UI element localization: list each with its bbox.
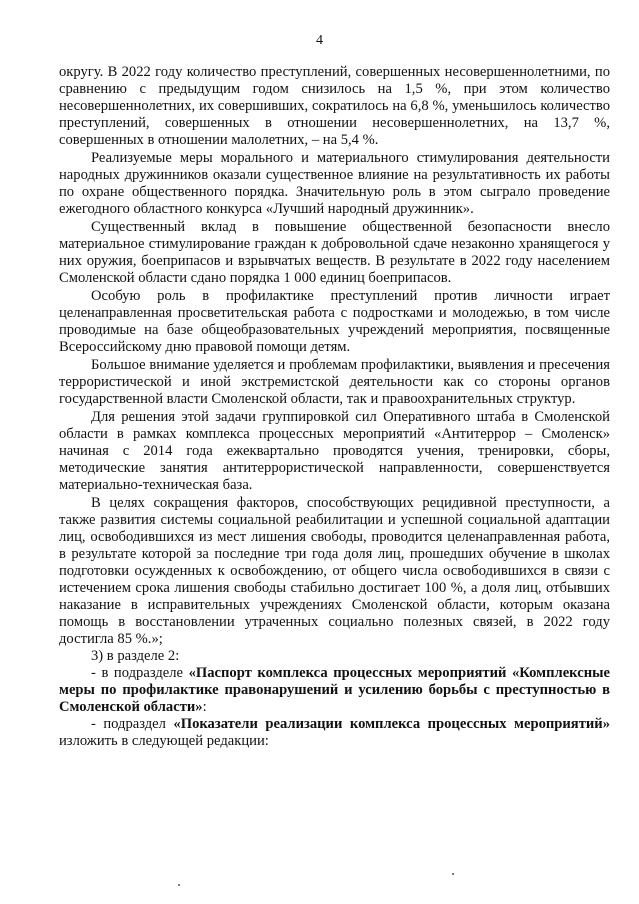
amendment-item-indicators [59,716,610,750]
section-intro: 3) в разделе 2: [91,648,180,664]
paragraph-crime-statistics: округу. В 2022 году количество преступлений, совершенных несовершеннолетними, по сравнению с предыдущим годом снизилось на 1,5 %, при этом количество несовершеннолетних, их совершивших, сократилось на 6,8 %, уменьшилось количество преступлений, совершенных в отношении несовершеннолетних, на 13,7 %, совершенных в отношении малолетних, – на 5,4 %. [59,64,610,148]
amendment-item-indicators-title: «Показатели реализации комплекса процессных мероприятий» [173,716,610,732]
amendment-item-passport-suffix: : [202,699,207,715]
paragraph-weapons-surrender: Существенный вклад в повышение общественной безопасности внесло материальное стимулирование граждан к добровольной сдаче незаконно хранящегося у них оружия, боеприпасов и взрывчатых веществ. В результате в 2022 году населением Смоленской области сдано порядка 1 000 единиц боеприпасов. [59,219,610,286]
paragraph-youth-prevention: Особую роль в профилактике преступлений против личности играет целенаправленная просветительская работа с подростками и молодежью, в том числе проводимые на базе общеобразовательных учреждений мероприятия, посвященные Всероссийскому дню правовой помощи детям. [59,288,610,355]
paragraph-extremism-prevention: Большое внимание уделяется и проблемам профилактики, выявления и пресечения террористической и иной экстремистской деятельности как со стороны органов государственной власти Смоленской области, так и правоохранительных структур. [59,357,610,407]
document-body [59,64,610,750]
amendment-item-passport [59,665,610,716]
paragraph-volunteer-incentives: Реализуемые меры морального и материального стимулирования деятельности народных дружинников оказали существенное влияние на результативность их работы по охране общественного порядка. Значительную роль в этом сыграло проведение ежегодного областного конкурса «Лучший народный дружинник». [59,150,610,217]
page-number: 4 [316,33,323,48]
paragraph-antiterror-exercises: Для решения этой задачи группировкой сил Оперативного штаба в Смоленской области в рамках комплекса процессных мероприятий «Антитеррор – Смоленск» начиная с 2014 года ежеквартально проводятся учения, тренировки, сборы, методические занятия антитеррористической направленности, совершенствуется материально-техническая база. [59,409,610,493]
amendment-item-passport-prefix: - в подразделе [91,665,189,681]
scan-speck [178,884,180,886]
paragraph-recidivism-reduction: В целях сокращения факторов, способствующих рецидивной преступности, а также развития системы социальной реабилитации и успешной социальной адаптации лиц, освободившихся из мест лишения свободы, проводится целенаправленная работа, в результате которой за последние три года доля лиц, прошедших обучение в школах подготовки осужденных к освобождению, от общего числа освободившихся в связи с истечением срока лишения свободы стабильно достигает 100 %, а доля лиц, отбывших наказание в исправительных учреждениях Смоленской области, которым оказана помощь в восстановлении утраченных социально полезных связей, в 2022 году достигла 85 %.»; [59,495,610,647]
amendment-item-indicators-prefix: - подраздел [91,716,174,732]
amendment-item-passport-title: «Паспорт комплекса процессных мероприятий «Комплексные меры по профилактике правонарушений и усилению борьбы с преступностью в Смоленской области» [59,665,610,715]
amendment-item-indicators-suffix: изложить в следующей редакции: [59,733,269,749]
scan-speck [452,873,454,875]
